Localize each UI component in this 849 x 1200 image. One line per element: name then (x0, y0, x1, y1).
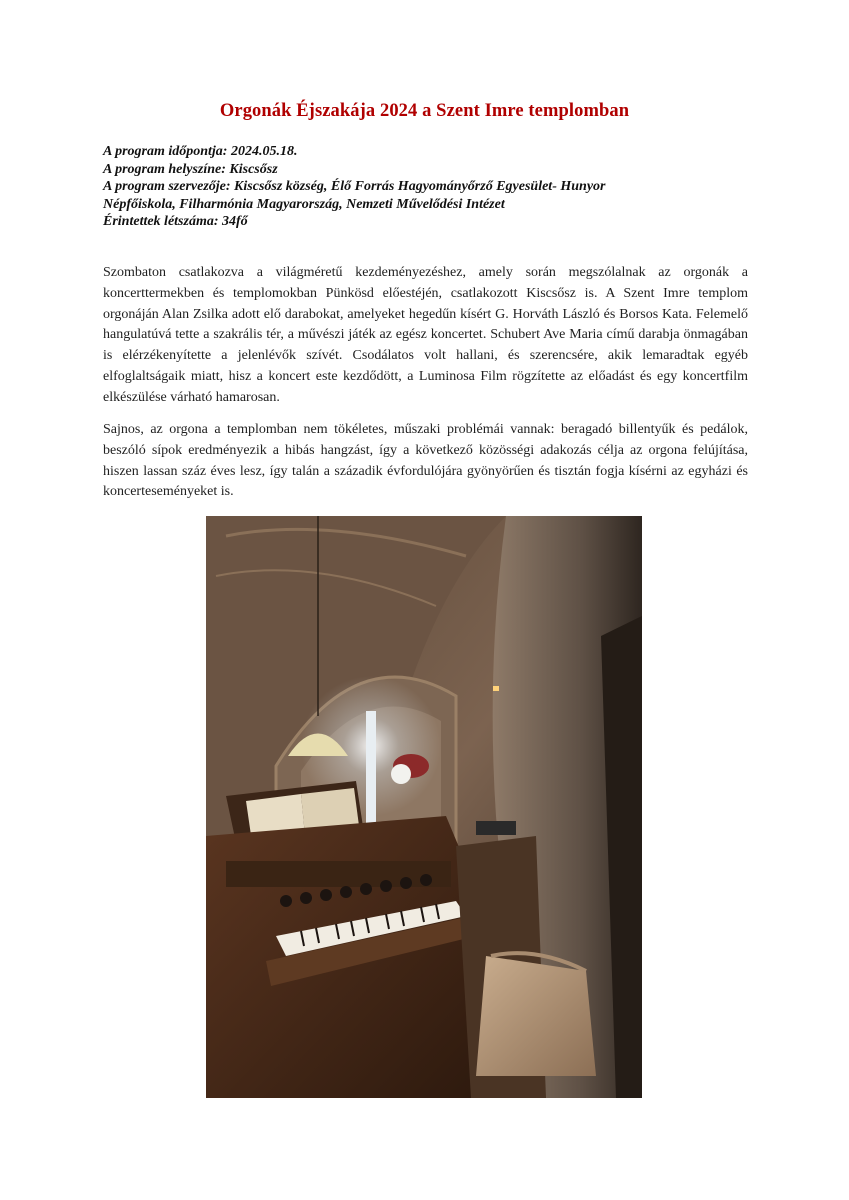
participant-count: Érintettek létszáma: 34fő (103, 214, 248, 230)
program-date: A program időpontja: 2024.05.18. (103, 144, 298, 159)
program-details (103, 143, 743, 231)
program-organizer: A program szervezője: Kiscsősz község, Élő Forrás Hagyományőrző Egyesület- Hunyor (103, 179, 606, 195)
organ-photo (206, 516, 642, 1098)
program-organizer-continued: Népfőiskola, Filharmónia Magyarország, Nemzeti Művelődési Intézet (103, 196, 505, 212)
program-location: A program helyszíne: Kiscsősz (103, 161, 278, 177)
paragraph-concert: Szombaton csatlakozva a világméretű kezdeményezéshez, amely során megszólalnak az orgonák a koncerttermekben és templomokban Pünkösd előestéjén, csatlakozott Kiscsősz is. A Szent Imre templom orgonáján Alan Zsilka adott elő darabokat, amelyeket hegedűn kísért G. Horváth László és Borsos Kata. Felemelő hangulatúvá tette a szakrális tér, a művészi játék az egész koncertet. Schubert Ave Maria című darabja önmagában is elérzékenyítette a jelenlévők szívét. Csodálatos volt hallani, és szerencsére, akik lemaradtak egyéb elfoglaltságaik miatt, hisz a koncert este kezdődött, a Luminosa Film rögzítette az előadást és egy koncertfilm elkészülése várható hamarosan. (103, 265, 748, 405)
page-title: Orgonák Éjszakája 2024 a Szent Imre templomban (219, 101, 630, 121)
paragraph-organ-repair: Sajnos, az orgona a templomban nem tökéletes, műszaki problémái vannak: beragadó billentyűk és pedálok, beszóló sípok eredményezik a hibás hangzást, így a következő közösségi adakozás célja az orgona felújítása, hiszen lassan száz éves lesz, így talán a századik évfordulójára gyönyörűen és tisztán fogja kísérni az egyházi és koncerteseményeket is. (103, 422, 748, 500)
